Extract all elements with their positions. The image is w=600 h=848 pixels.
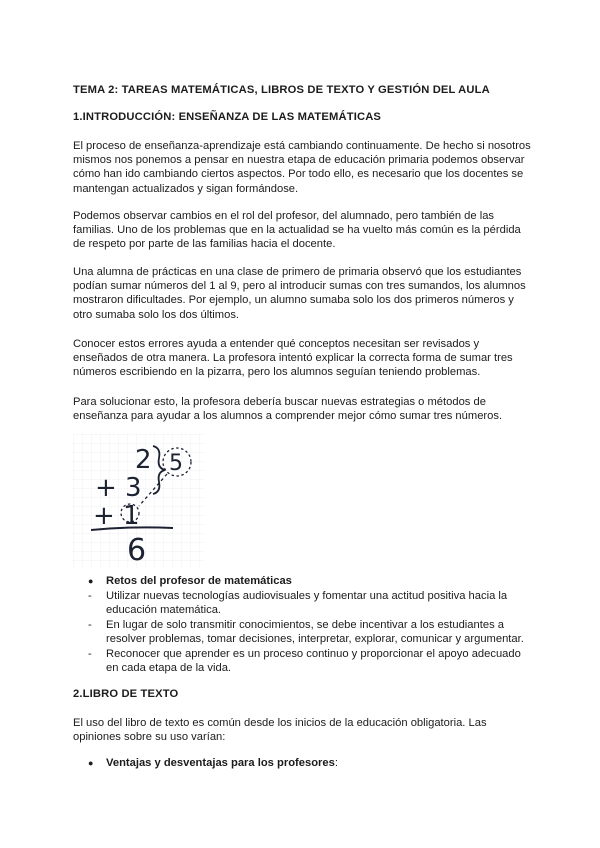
document-title: TEMA 2: TAREAS MATEMÁTICAS, LIBROS DE TEXTO Y GESTIÓN DEL AULA — [73, 84, 490, 96]
section-heading-introduccion: 1.INTRODUCCIÓN: ENSEÑANZA DE LAS MATEMÁTICAS — [73, 111, 382, 123]
section-heading-libro-de-texto: 2.LIBRO DE TEXTO — [73, 688, 179, 700]
paragraph-line: Para solucionar esto, la profesora debería buscar nuevas estrategias o métodos de — [73, 396, 486, 408]
paragraph-line: El uso del libro de texto es común desde los inicios de la educación obligatoria. Las — [73, 717, 487, 729]
bullet-item-retos — [88, 575, 292, 587]
paragraph-line: enseñanza para ayudar a los alumnos a comprender mejor cómo sumar tres números. — [73, 410, 503, 423]
list-item-line: en cada etapa de la vida. — [106, 662, 232, 675]
paragraph-line: mismos nos ponemos a pensar en nuestra etapa de educación primaria podemos observar — [73, 154, 525, 167]
paragraph-line: El proceso de enseñanza-aprendizaje está cambiando continuamente. De hecho si nosotros — [73, 140, 531, 152]
paragraph-line: familias. Uno de los problemas que en la actualidad se ha vuelto más común es la pérdida — [73, 224, 521, 237]
list-item-line: educación matemática. — [106, 604, 222, 617]
handwritten-addition-image — [73, 434, 205, 568]
handwritten-digit: + 3 — [95, 473, 142, 503]
paragraph-line: mostraron dificultades. Por ejemplo, un alumno sumaba solo los dos primeros números y — [73, 294, 514, 307]
list-item-line: Reconocer que aprender es un proceso continuo y proporcionar el apoyo adecuado — [106, 648, 521, 660]
paragraph-line: enseñados de otra manera. La profesora intentó explicar la correcta forma de sumar tres — [73, 352, 513, 365]
handwritten-partial-sum: 5 — [169, 451, 183, 476]
paragraph — [73, 209, 543, 252]
paragraph-line: números escribiendo en la pizarra, pero los alumnos seguían teniendo problemas. — [73, 366, 481, 379]
bullet-item-ventajas — [88, 757, 338, 769]
bullet-dot: ● — [88, 758, 94, 768]
bullet-dot: ● — [88, 576, 94, 586]
paragraph-line: podían sumar números del 1 al 9, pero al introducir sumas con tres sumandos, los alumnos — [73, 280, 526, 293]
paragraph — [73, 395, 543, 423]
paragraph — [73, 139, 543, 196]
list-item-line: En lugar de solo transmitir conocimientos, se debe incentivar a los estudiantes a — [106, 619, 504, 631]
handwritten-result: 6 — [127, 533, 147, 568]
paragraph-line: Una alumna de prácticas en una clase de primero de primaria observó que los estudiantes — [73, 266, 522, 278]
document-page: TEMA 2: TAREAS MATEMÁTICAS, LIBROS DE TEXTO Y GESTIÓN DEL AULA 1.INTRODUCCIÓN: ENSEÑANZA DE LAS MATEMÁTICAS El proceso de enseñanza-aprendizaje está cambiando continuamente. De hecho si nosotros mismos nos ponemos a pensar en nuestra etapa de educación primaria podemos observar cómo han ido cambiando ciertos aspectos. Por todo ello, es necesario que los docentes se mantengan actualizados y sigan formándose. Podemos observar cambios en el rol del profesor, del alumnado, pero también de las familias. Uno de los problemas que en la actualidad se ha vuelto más común es la pérdida de respeto por parte de las familias hacia el docente. Una alumna de prácticas en una clase de primero de primaria observó que los estudiantes podían sumar números del 1 al 9, pero al introducir sumas con tres sumandos, los alumnos mostraron dificultades. Por ejemplo, un alumno sumaba solo los dos primeros números y otro sumaba solo los dos últimos. Conocer estos errores ayuda a entender qué conceptos necesitan ser revisados y enseñados de otra manera. La profesora intentó explicar la correcta forma de sumar tres números escribiendo en la pizarra, pero los alumnos seguían teniendo problemas. Para solucionar esto, la profesora debería buscar nuevas estrategias o métodos de enseñanza para ayudar a los alumnos a comprender mejor cómo sumar tres números. 2 + 3 + 1 6 5 ● Retos del profesor de matemáticas - Utilizar nuevas tecnologías audiovisuales y fomentar una actitud positiva hacia la educación matemática. - En lugar de solo transmitir conocimientos, se debe incentivar a los estudiantes a resolver problemas, tomar decisiones, interpretar, explorar, comunicar y argumentar. - Reconocer que aprender es un proceso continuo y proporcionar el apoyo adecuado en cada etapa de la vida. 2.LIBRO DE TEXTO El uso del libro de texto es común desde los inicios de la educación obligatoria. Las opiniones sobre su uso varían: ● Ventajas y desventajas para los profesores: — [0, 0, 600, 848]
bullet-suffix: : — [334, 757, 338, 769]
paragraph-line: opiniones sobre su uso varían: — [73, 731, 226, 744]
bullet-title: Retos del profesor de matemáticas — [106, 575, 292, 587]
bullet-title: Ventajas y desventajas para los profesores — [106, 757, 335, 769]
handwritten-digit: + 1 — [93, 501, 140, 531]
paragraph-line: de respeto por parte de las familias hacia el docente. — [73, 238, 336, 251]
paragraph-line: otro sumaba solo los dos últimos. — [73, 308, 240, 321]
paragraph — [73, 337, 543, 380]
paragraph-line: Podemos observar cambios en el rol del profesor, del alumnado, pero también de las — [73, 210, 495, 222]
paragraph-line: mantengan actualizados y sigan formándose. — [73, 182, 299, 195]
paragraph — [73, 716, 543, 744]
handwritten-digit: 2 — [135, 445, 152, 475]
paragraph-line: cómo han ido cambiando ciertos aspectos. Por todo ello, es necesario que los docentes se — [73, 168, 524, 181]
paragraph-line: Conocer estos errores ayuda a entender qué conceptos necesitan ser revisados y — [73, 338, 480, 350]
paragraph — [73, 265, 543, 322]
list-item-line: Utilizar nuevas tecnologías audiovisuales y fomentar una actitud positiva hacia la — [106, 590, 508, 602]
list-item-line: resolver problemas, tomar decisiones, interpretar, explorar, comunicar y argumentar. — [106, 633, 524, 646]
